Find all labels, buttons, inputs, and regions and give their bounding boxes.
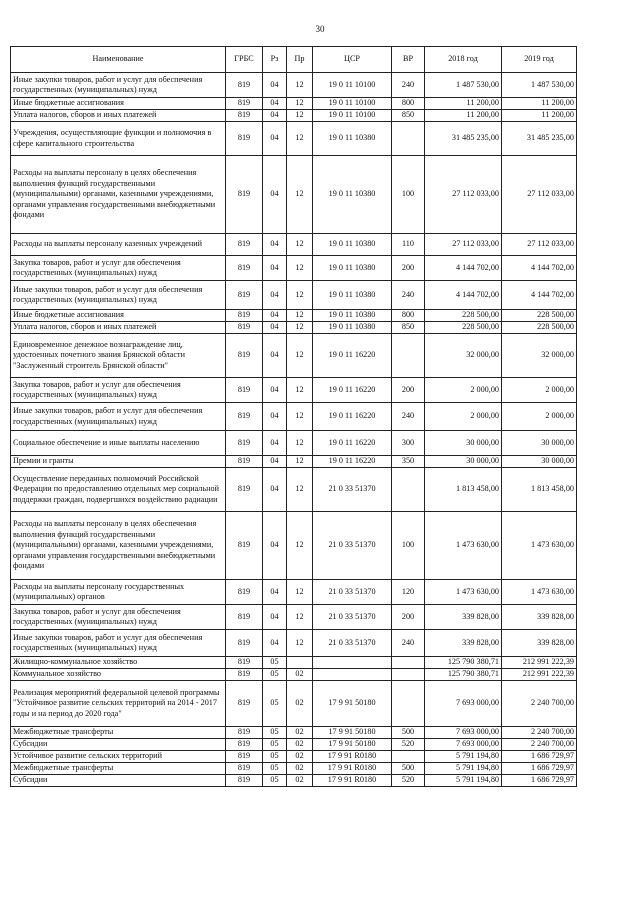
cell-2019: 1 473 630,00 <box>502 580 577 605</box>
cell-2018: 2 000,00 <box>425 378 502 403</box>
cell-name: Единовременное денежное вознаграждение лиц, удостоенных почетного звания Брянской области "Заслуженный строитель Брянской области" <box>11 334 226 378</box>
cell-csr: 19 0 11 16220 <box>313 431 392 456</box>
table-row <box>11 739 577 751</box>
cell-2019: 30 000,00 <box>502 431 577 456</box>
table-row <box>11 727 577 739</box>
cell-csr: 19 0 11 16220 <box>313 456 392 468</box>
cell-name: Осуществление переданных полномочий Российской Федерации по предоставлению отдельных мер социальной поддержки граждан, подвергшихся воздействию радиации <box>11 468 226 512</box>
cell-csr: 19 0 11 10100 <box>313 73 392 98</box>
cell-vr: 520 <box>392 739 425 751</box>
cell-pr: 12 <box>287 512 313 580</box>
table-row <box>11 73 577 98</box>
cell-2019: 2 240 700,00 <box>502 739 577 751</box>
cell-pr: 02 <box>287 775 313 787</box>
cell-2019: 2 240 700,00 <box>502 727 577 739</box>
cell-2019: 31 485 235,00 <box>502 122 577 156</box>
cell-name: Межбюджетные трансферты <box>11 763 226 775</box>
budget-table <box>10 46 577 787</box>
cell-pr: 12 <box>287 605 313 630</box>
cell-vr: 520 <box>392 775 425 787</box>
page-number: 30 <box>315 24 325 34</box>
cell-vr: 850 <box>392 322 425 334</box>
cell-name: Иные закупки товаров, работ и услуг для обеспечения государственных (муниципальных) нужд <box>11 281 226 310</box>
cell-grbs: 819 <box>226 403 263 431</box>
cell-grbs: 819 <box>226 751 263 763</box>
table-row <box>11 751 577 763</box>
cell-2019: 228 500,00 <box>502 310 577 322</box>
cell-rz: 04 <box>263 234 287 256</box>
cell-pr: 12 <box>287 403 313 431</box>
cell-rz: 04 <box>263 378 287 403</box>
cell-2018: 7 693 000,00 <box>425 727 502 739</box>
header-grbs: ГРБС <box>226 47 263 73</box>
cell-grbs: 819 <box>226 310 263 322</box>
cell-grbs: 819 <box>226 468 263 512</box>
cell-vr: 240 <box>392 403 425 431</box>
cell-grbs: 819 <box>226 234 263 256</box>
cell-2019: 11 200,00 <box>502 98 577 110</box>
cell-vr: 240 <box>392 630 425 657</box>
cell-name: Закупка товаров, работ и услуг для обеспечения государственных (муниципальных) нужд <box>11 378 226 403</box>
table-row <box>11 681 577 727</box>
cell-csr <box>313 657 392 669</box>
cell-csr: 17 9 91 R0180 <box>313 763 392 775</box>
cell-pr: 12 <box>287 334 313 378</box>
table-row <box>11 580 577 605</box>
cell-rz: 04 <box>263 630 287 657</box>
cell-grbs: 819 <box>226 73 263 98</box>
cell-grbs: 819 <box>226 378 263 403</box>
cell-rz: 04 <box>263 310 287 322</box>
cell-vr <box>392 468 425 512</box>
cell-grbs: 819 <box>226 739 263 751</box>
cell-grbs: 819 <box>226 669 263 681</box>
cell-pr: 02 <box>287 763 313 775</box>
cell-name: Учреждения, осуществляющие функции и полномочия в сфере капитального строительства <box>11 122 226 156</box>
cell-name: Расходы на выплаты персоналу казенных учреждений <box>11 234 226 256</box>
cell-vr: 850 <box>392 110 425 122</box>
cell-csr: 19 0 11 10100 <box>313 98 392 110</box>
cell-vr: 800 <box>392 98 425 110</box>
cell-2018: 228 500,00 <box>425 310 502 322</box>
cell-name: Закупка товаров, работ и услуг для обеспечения государственных (муниципальных) нужд <box>11 256 226 281</box>
cell-rz: 05 <box>263 763 287 775</box>
cell-rz: 04 <box>263 122 287 156</box>
cell-pr: 12 <box>287 281 313 310</box>
cell-csr: 21 0 33 51370 <box>313 630 392 657</box>
cell-vr: 500 <box>392 763 425 775</box>
cell-2019: 27 112 033,00 <box>502 234 577 256</box>
cell-csr: 19 0 11 10380 <box>313 310 392 322</box>
cell-pr: 02 <box>287 739 313 751</box>
table-row <box>11 156 577 234</box>
cell-csr: 19 0 11 10380 <box>313 322 392 334</box>
table-row <box>11 281 577 310</box>
cell-pr: 12 <box>287 322 313 334</box>
cell-grbs: 819 <box>226 580 263 605</box>
cell-2019: 1 473 630,00 <box>502 512 577 580</box>
cell-2019: 2 240 700,00 <box>502 681 577 727</box>
header-vr: ВР <box>392 47 425 73</box>
cell-grbs: 819 <box>226 281 263 310</box>
cell-2019: 212 991 222,39 <box>502 657 577 669</box>
cell-rz: 05 <box>263 657 287 669</box>
cell-grbs: 819 <box>226 657 263 669</box>
cell-name: Иные бюджетные ассигнования <box>11 98 226 110</box>
table-row <box>11 669 577 681</box>
table-row <box>11 456 577 468</box>
cell-grbs: 819 <box>226 110 263 122</box>
cell-2018: 1 813 458,00 <box>425 468 502 512</box>
cell-2018: 5 791 194,80 <box>425 763 502 775</box>
cell-pr: 12 <box>287 234 313 256</box>
table-row <box>11 310 577 322</box>
cell-rz: 04 <box>263 281 287 310</box>
cell-vr <box>392 751 425 763</box>
cell-rz: 05 <box>263 727 287 739</box>
cell-pr: 12 <box>287 468 313 512</box>
cell-vr <box>392 669 425 681</box>
cell-2019: 30 000,00 <box>502 456 577 468</box>
table-row <box>11 403 577 431</box>
cell-2018: 27 112 033,00 <box>425 156 502 234</box>
cell-grbs: 819 <box>226 334 263 378</box>
table-row <box>11 122 577 156</box>
cell-rz: 04 <box>263 605 287 630</box>
cell-2018: 30 000,00 <box>425 431 502 456</box>
cell-name: Закупка товаров, работ и услуг для обеспечения государственных (муниципальных) нужд <box>11 605 226 630</box>
cell-pr: 12 <box>287 580 313 605</box>
cell-pr: 12 <box>287 110 313 122</box>
cell-name: Жилищно-коммунальное хозяйство <box>11 657 226 669</box>
cell-pr: 12 <box>287 378 313 403</box>
table-row <box>11 468 577 512</box>
cell-rz: 04 <box>263 334 287 378</box>
cell-rz: 04 <box>263 512 287 580</box>
cell-pr: 12 <box>287 156 313 234</box>
cell-2018: 32 000,00 <box>425 334 502 378</box>
cell-rz: 05 <box>263 669 287 681</box>
cell-name: Иные закупки товаров, работ и услуг для обеспечения государственных (муниципальных) нужд <box>11 73 226 98</box>
cell-name: Социальное обеспечение и иные выплаты населению <box>11 431 226 456</box>
cell-name: Межбюджетные трансферты <box>11 727 226 739</box>
cell-2018: 1 487 530,00 <box>425 73 502 98</box>
cell-2018: 31 485 235,00 <box>425 122 502 156</box>
table-row <box>11 605 577 630</box>
cell-name: Субсидии <box>11 775 226 787</box>
cell-vr <box>392 334 425 378</box>
cell-2019: 2 000,00 <box>502 403 577 431</box>
table-row <box>11 657 577 669</box>
cell-csr: 19 0 11 10100 <box>313 110 392 122</box>
cell-vr <box>392 657 425 669</box>
cell-grbs: 819 <box>226 681 263 727</box>
table-row <box>11 775 577 787</box>
cell-vr: 120 <box>392 580 425 605</box>
cell-pr: 02 <box>287 669 313 681</box>
cell-name: Уплата налогов, сборов и иных платежей <box>11 110 226 122</box>
cell-2018: 1 473 630,00 <box>425 580 502 605</box>
cell-pr: 12 <box>287 73 313 98</box>
cell-rz: 05 <box>263 681 287 727</box>
cell-grbs: 819 <box>226 775 263 787</box>
table-row <box>11 630 577 657</box>
cell-rz: 04 <box>263 98 287 110</box>
cell-grbs: 819 <box>226 456 263 468</box>
cell-grbs: 819 <box>226 156 263 234</box>
cell-pr: 12 <box>287 122 313 156</box>
cell-vr <box>392 122 425 156</box>
cell-vr: 240 <box>392 73 425 98</box>
cell-csr: 17 9 91 50180 <box>313 739 392 751</box>
header-csr: ЦСР <box>313 47 392 73</box>
table-header-row <box>11 47 577 73</box>
table-row <box>11 234 577 256</box>
header-rz: Рз <box>263 47 287 73</box>
cell-pr <box>287 657 313 669</box>
cell-csr: 21 0 33 51370 <box>313 468 392 512</box>
cell-2019: 4 144 702,00 <box>502 256 577 281</box>
cell-2019: 339 828,00 <box>502 605 577 630</box>
cell-2019: 1 487 530,00 <box>502 73 577 98</box>
cell-grbs: 819 <box>226 256 263 281</box>
cell-pr: 12 <box>287 630 313 657</box>
cell-csr: 19 0 11 10380 <box>313 256 392 281</box>
cell-2018: 339 828,00 <box>425 605 502 630</box>
cell-name: Реализация мероприятий федеральной целевой программы "Устойчивое развитие сельских территорий на 2014 - 2017 годы и на период до 2020 года" <box>11 681 226 727</box>
table-row <box>11 110 577 122</box>
cell-grbs: 819 <box>226 727 263 739</box>
cell-vr: 300 <box>392 431 425 456</box>
cell-rz: 05 <box>263 751 287 763</box>
cell-vr: 200 <box>392 256 425 281</box>
cell-vr: 200 <box>392 605 425 630</box>
cell-pr: 12 <box>287 256 313 281</box>
cell-grbs: 819 <box>226 322 263 334</box>
cell-vr: 110 <box>392 234 425 256</box>
cell-rz: 04 <box>263 468 287 512</box>
cell-name: Расходы на выплаты персоналу в целях обеспечения выполнения функций государственными (муниципальными) органами, казенными учреждениями, органами управления государственными внебюджетными фондами <box>11 512 226 580</box>
header-pr: Пр <box>287 47 313 73</box>
cell-rz: 04 <box>263 580 287 605</box>
table-row <box>11 378 577 403</box>
cell-2018: 4 144 702,00 <box>425 256 502 281</box>
header-name: Наименование <box>11 47 226 73</box>
cell-vr: 200 <box>392 378 425 403</box>
cell-rz: 05 <box>263 739 287 751</box>
cell-rz: 04 <box>263 256 287 281</box>
cell-2018: 2 000,00 <box>425 403 502 431</box>
cell-rz: 04 <box>263 156 287 234</box>
cell-pr: 12 <box>287 431 313 456</box>
cell-vr: 350 <box>392 456 425 468</box>
cell-2018: 125 790 380,71 <box>425 669 502 681</box>
cell-2018: 125 790 380,71 <box>425 657 502 669</box>
cell-csr: 19 0 11 16220 <box>313 403 392 431</box>
cell-csr: 19 0 11 10380 <box>313 234 392 256</box>
cell-2018: 7 693 000,00 <box>425 681 502 727</box>
cell-name: Коммунальное хозяйство <box>11 669 226 681</box>
cell-grbs: 819 <box>226 763 263 775</box>
table-row <box>11 98 577 110</box>
cell-2019: 339 828,00 <box>502 630 577 657</box>
cell-2018: 30 000,00 <box>425 456 502 468</box>
cell-csr: 21 0 33 51370 <box>313 580 392 605</box>
cell-rz: 04 <box>263 403 287 431</box>
cell-pr: 12 <box>287 310 313 322</box>
cell-pr: 12 <box>287 456 313 468</box>
cell-grbs: 819 <box>226 431 263 456</box>
cell-grbs: 819 <box>226 605 263 630</box>
cell-name: Иные закупки товаров, работ и услуг для обеспечения государственных (муниципальных) нужд <box>11 630 226 657</box>
cell-vr: 500 <box>392 727 425 739</box>
cell-name: Иные закупки товаров, работ и услуг для обеспечения государственных (муниципальных) нужд <box>11 403 226 431</box>
cell-csr: 17 9 91 50180 <box>313 681 392 727</box>
cell-pr: 02 <box>287 681 313 727</box>
cell-rz: 04 <box>263 322 287 334</box>
table-row <box>11 322 577 334</box>
cell-name: Уплата налогов, сборов и иных платежей <box>11 322 226 334</box>
cell-pr: 02 <box>287 727 313 739</box>
cell-csr: 19 0 11 10380 <box>313 281 392 310</box>
cell-2018: 4 144 702,00 <box>425 281 502 310</box>
cell-pr: 12 <box>287 98 313 110</box>
cell-grbs: 819 <box>226 98 263 110</box>
table-row <box>11 512 577 580</box>
cell-2019: 228 500,00 <box>502 322 577 334</box>
cell-2019: 1 686 729,97 <box>502 751 577 763</box>
cell-2018: 1 473 630,00 <box>425 512 502 580</box>
cell-csr: 19 0 11 10380 <box>313 122 392 156</box>
cell-rz: 04 <box>263 456 287 468</box>
cell-name: Устойчивое развитие сельских территорий <box>11 751 226 763</box>
cell-vr: 240 <box>392 281 425 310</box>
cell-2019: 1 686 729,97 <box>502 763 577 775</box>
cell-name: Субсидии <box>11 739 226 751</box>
cell-2019: 1 813 458,00 <box>502 468 577 512</box>
cell-2019: 2 000,00 <box>502 378 577 403</box>
cell-grbs: 819 <box>226 122 263 156</box>
table-row <box>11 334 577 378</box>
table-row <box>11 763 577 775</box>
cell-2018: 5 791 194,80 <box>425 751 502 763</box>
cell-pr: 02 <box>287 751 313 763</box>
cell-2019: 27 112 033,00 <box>502 156 577 234</box>
cell-2019: 1 686 729,97 <box>502 775 577 787</box>
cell-csr: 19 0 11 16220 <box>313 378 392 403</box>
cell-vr: 100 <box>392 156 425 234</box>
cell-rz: 05 <box>263 775 287 787</box>
cell-rz: 04 <box>263 431 287 456</box>
cell-2019: 4 144 702,00 <box>502 281 577 310</box>
table-row <box>11 431 577 456</box>
cell-name: Иные бюджетные ассигнования <box>11 310 226 322</box>
cell-rz: 04 <box>263 73 287 98</box>
cell-csr: 21 0 33 51370 <box>313 605 392 630</box>
cell-csr: 19 0 11 16220 <box>313 334 392 378</box>
cell-csr: 17 9 91 R0180 <box>313 751 392 763</box>
cell-csr: 17 9 91 R0180 <box>313 775 392 787</box>
cell-2018: 27 112 033,00 <box>425 234 502 256</box>
cell-2019: 11 200,00 <box>502 110 577 122</box>
cell-2018: 228 500,00 <box>425 322 502 334</box>
cell-csr <box>313 669 392 681</box>
cell-2018: 11 200,00 <box>425 98 502 110</box>
cell-2019: 32 000,00 <box>502 334 577 378</box>
cell-grbs: 819 <box>226 630 263 657</box>
table-row <box>11 256 577 281</box>
cell-2018: 7 693 000,00 <box>425 739 502 751</box>
cell-2018: 11 200,00 <box>425 110 502 122</box>
cell-vr <box>392 681 425 727</box>
cell-2019: 212 991 222,39 <box>502 669 577 681</box>
cell-csr: 19 0 11 10380 <box>313 156 392 234</box>
cell-csr: 17 9 91 50180 <box>313 727 392 739</box>
cell-csr: 21 0 33 51370 <box>313 512 392 580</box>
cell-grbs: 819 <box>226 512 263 580</box>
cell-vr: 100 <box>392 512 425 580</box>
header-2018: 2018 год <box>425 47 502 73</box>
cell-2018: 5 791 194,80 <box>425 775 502 787</box>
cell-name: Расходы на выплаты персоналу в целях обеспечения выполнения функций государственными (муниципальными) органами, казенными учреждениями, органами управления государственными внебюджетными фондами <box>11 156 226 234</box>
header-2019: 2019 год <box>502 47 577 73</box>
cell-2018: 339 828,00 <box>425 630 502 657</box>
cell-name: Расходы на выплаты персоналу государственных (муниципальных) органов <box>11 580 226 605</box>
cell-vr: 800 <box>392 310 425 322</box>
cell-rz: 04 <box>263 110 287 122</box>
cell-name: Премии и гранты <box>11 456 226 468</box>
